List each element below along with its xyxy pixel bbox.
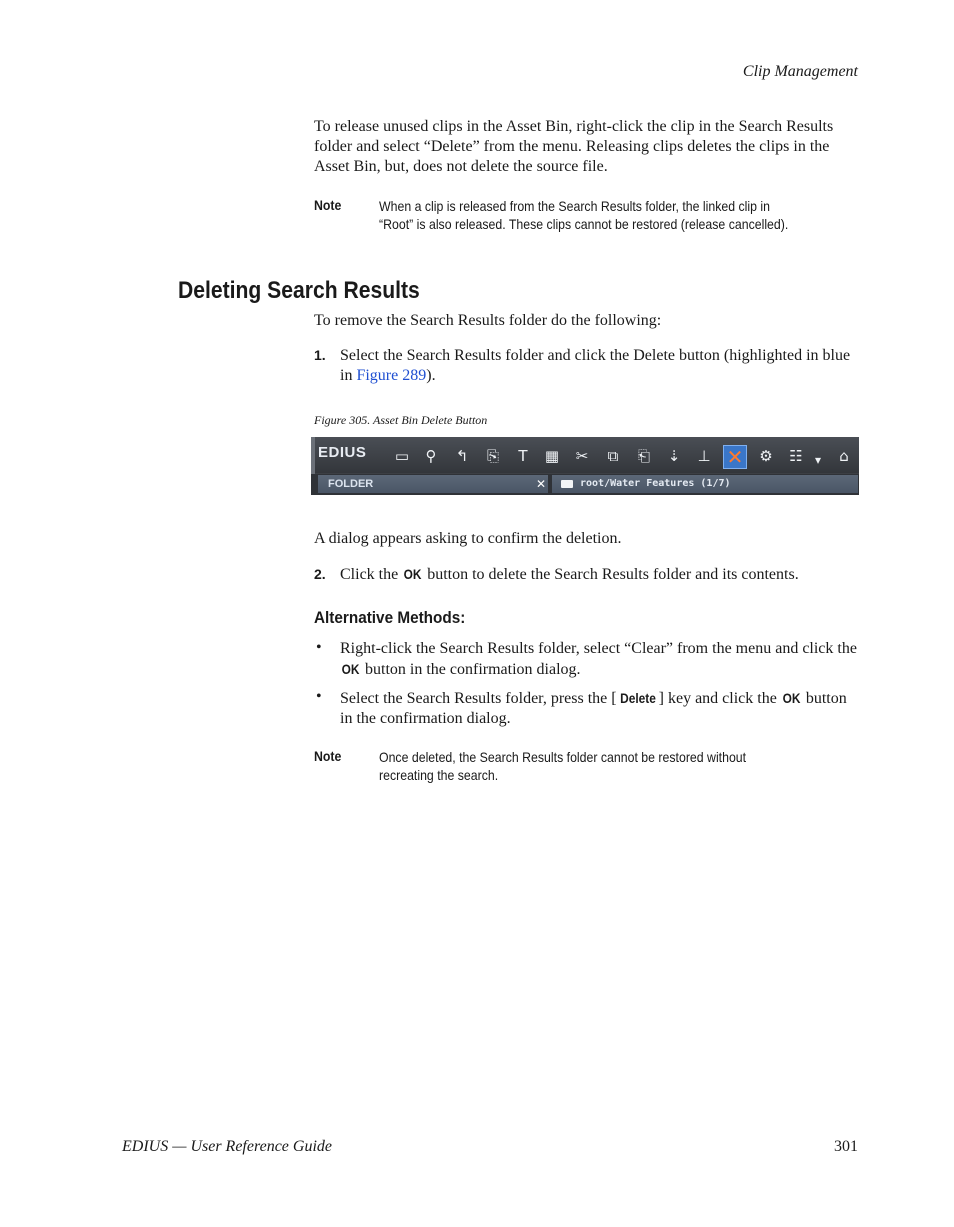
step-1-text-a: Select the Search Results folder and click the Delete button (highlighted in blue in — [340, 347, 851, 384]
ok-keyword: OK — [403, 566, 422, 582]
note-label-2: Note — [314, 748, 342, 764]
step-1-text-b: ). — [426, 367, 436, 384]
step-number-1: 1. — [314, 347, 326, 363]
delete-keyword: Delete — [619, 690, 656, 706]
paste-icon[interactable]: ⎗ — [637, 447, 650, 465]
insert-to-timeline-icon[interactable]: ⇣ — [667, 447, 681, 465]
title-icon[interactable]: T — [518, 447, 528, 465]
bin-icon[interactable]: ⌂ — [839, 447, 849, 465]
ok-keyword: OK — [782, 690, 801, 706]
cut-icon[interactable]: ✂ — [575, 447, 589, 465]
color-bars-icon[interactable]: ▦ — [544, 447, 560, 465]
bullet-1-text-b: button in the confirmation dialog. — [361, 661, 581, 678]
step-2-text-a: Click the — [340, 566, 403, 583]
toolbar-bottom — [311, 474, 859, 495]
bullet-2-text-a: Select the Search Results folder, press the [ — [340, 690, 617, 707]
running-header: Clip Management — [742, 63, 858, 80]
add-clip-icon[interactable]: ⎘ — [486, 447, 499, 465]
step-2-text — [340, 564, 860, 585]
bullet-mark-1: • — [316, 639, 322, 656]
folder-tab[interactable] — [318, 475, 548, 493]
folder-icon[interactable]: ▭ — [394, 447, 410, 465]
bullet-1-text — [340, 639, 860, 680]
search-icon[interactable]: ⚲ — [425, 447, 437, 465]
folder-path-text: root/Water Features (1/7) — [580, 478, 731, 489]
note-text-2: Once deleted, the Search Results folder cannot be restored without recreating the search. — [379, 749, 747, 783]
lead-paragraph: To remove the Search Results folder do the following: — [314, 312, 662, 329]
folder-tab-label: FOLDER — [328, 478, 374, 490]
folder-path — [552, 475, 858, 493]
bullet-2-text — [340, 688, 860, 729]
dropdown-arrow-icon[interactable]: ▾ — [814, 453, 822, 467]
note-label: Note — [314, 197, 342, 213]
after-figure-paragraph: A dialog appears asking to confirm the deletion. — [314, 530, 622, 547]
close-icon[interactable]: ✕ — [536, 477, 547, 491]
section-title: Deleting Search Results — [178, 277, 420, 304]
figure-caption: Figure 305. Asset Bin Delete Button — [314, 413, 488, 427]
bullet-2-text-b: ] key and click the — [658, 690, 781, 707]
page-number: 301 — [834, 1138, 858, 1155]
folder-icon — [561, 480, 573, 488]
bullet-1-text-a: Right-click the Search Results folder, select “Clear” from the menu and click the — [340, 640, 857, 657]
ok-keyword: OK — [341, 661, 360, 677]
note-text: When a clip is released from the Search Results folder, the linked clip in “Root” is also released. These clips cannot be restored (release cancelled). — [379, 198, 789, 232]
step-1-text — [340, 346, 860, 386]
step-number-2: 2. — [314, 566, 326, 582]
bullet-mark-2: • — [316, 688, 322, 705]
overwrite-to-timeline-icon[interactable]: ⊥ — [697, 447, 711, 465]
up-folder-icon[interactable]: ↰ — [455, 447, 469, 465]
copy-icon[interactable]: ⧉ — [607, 447, 619, 465]
alternative-methods-title: Alternative Methods: — [314, 608, 466, 627]
delete-icon[interactable]: ✕ — [723, 445, 747, 469]
footer-title: EDIUS — User Reference Guide — [122, 1138, 333, 1155]
properties-icon[interactable]: ⚙ — [759, 447, 773, 465]
step-2-text-b: button to delete the Search Results folder and its contents. — [423, 566, 799, 583]
edius-logo: EDIUS — [318, 444, 367, 461]
asset-bin-toolbar — [311, 437, 859, 495]
intro-paragraph: To release unused clips in the Asset Bin, right-click the clip in the Search Results folder and select “Delete” from the menu. Releasing clips deletes the clips in the Asset Bin, but, does not delete the source file. — [314, 118, 834, 175]
view-toggle-icon[interactable]: ☷ — [789, 447, 803, 465]
bullet-2-text-c: button in the confirmation dialog. — [340, 690, 847, 727]
figure-link[interactable]: Figure 289 — [356, 367, 427, 384]
